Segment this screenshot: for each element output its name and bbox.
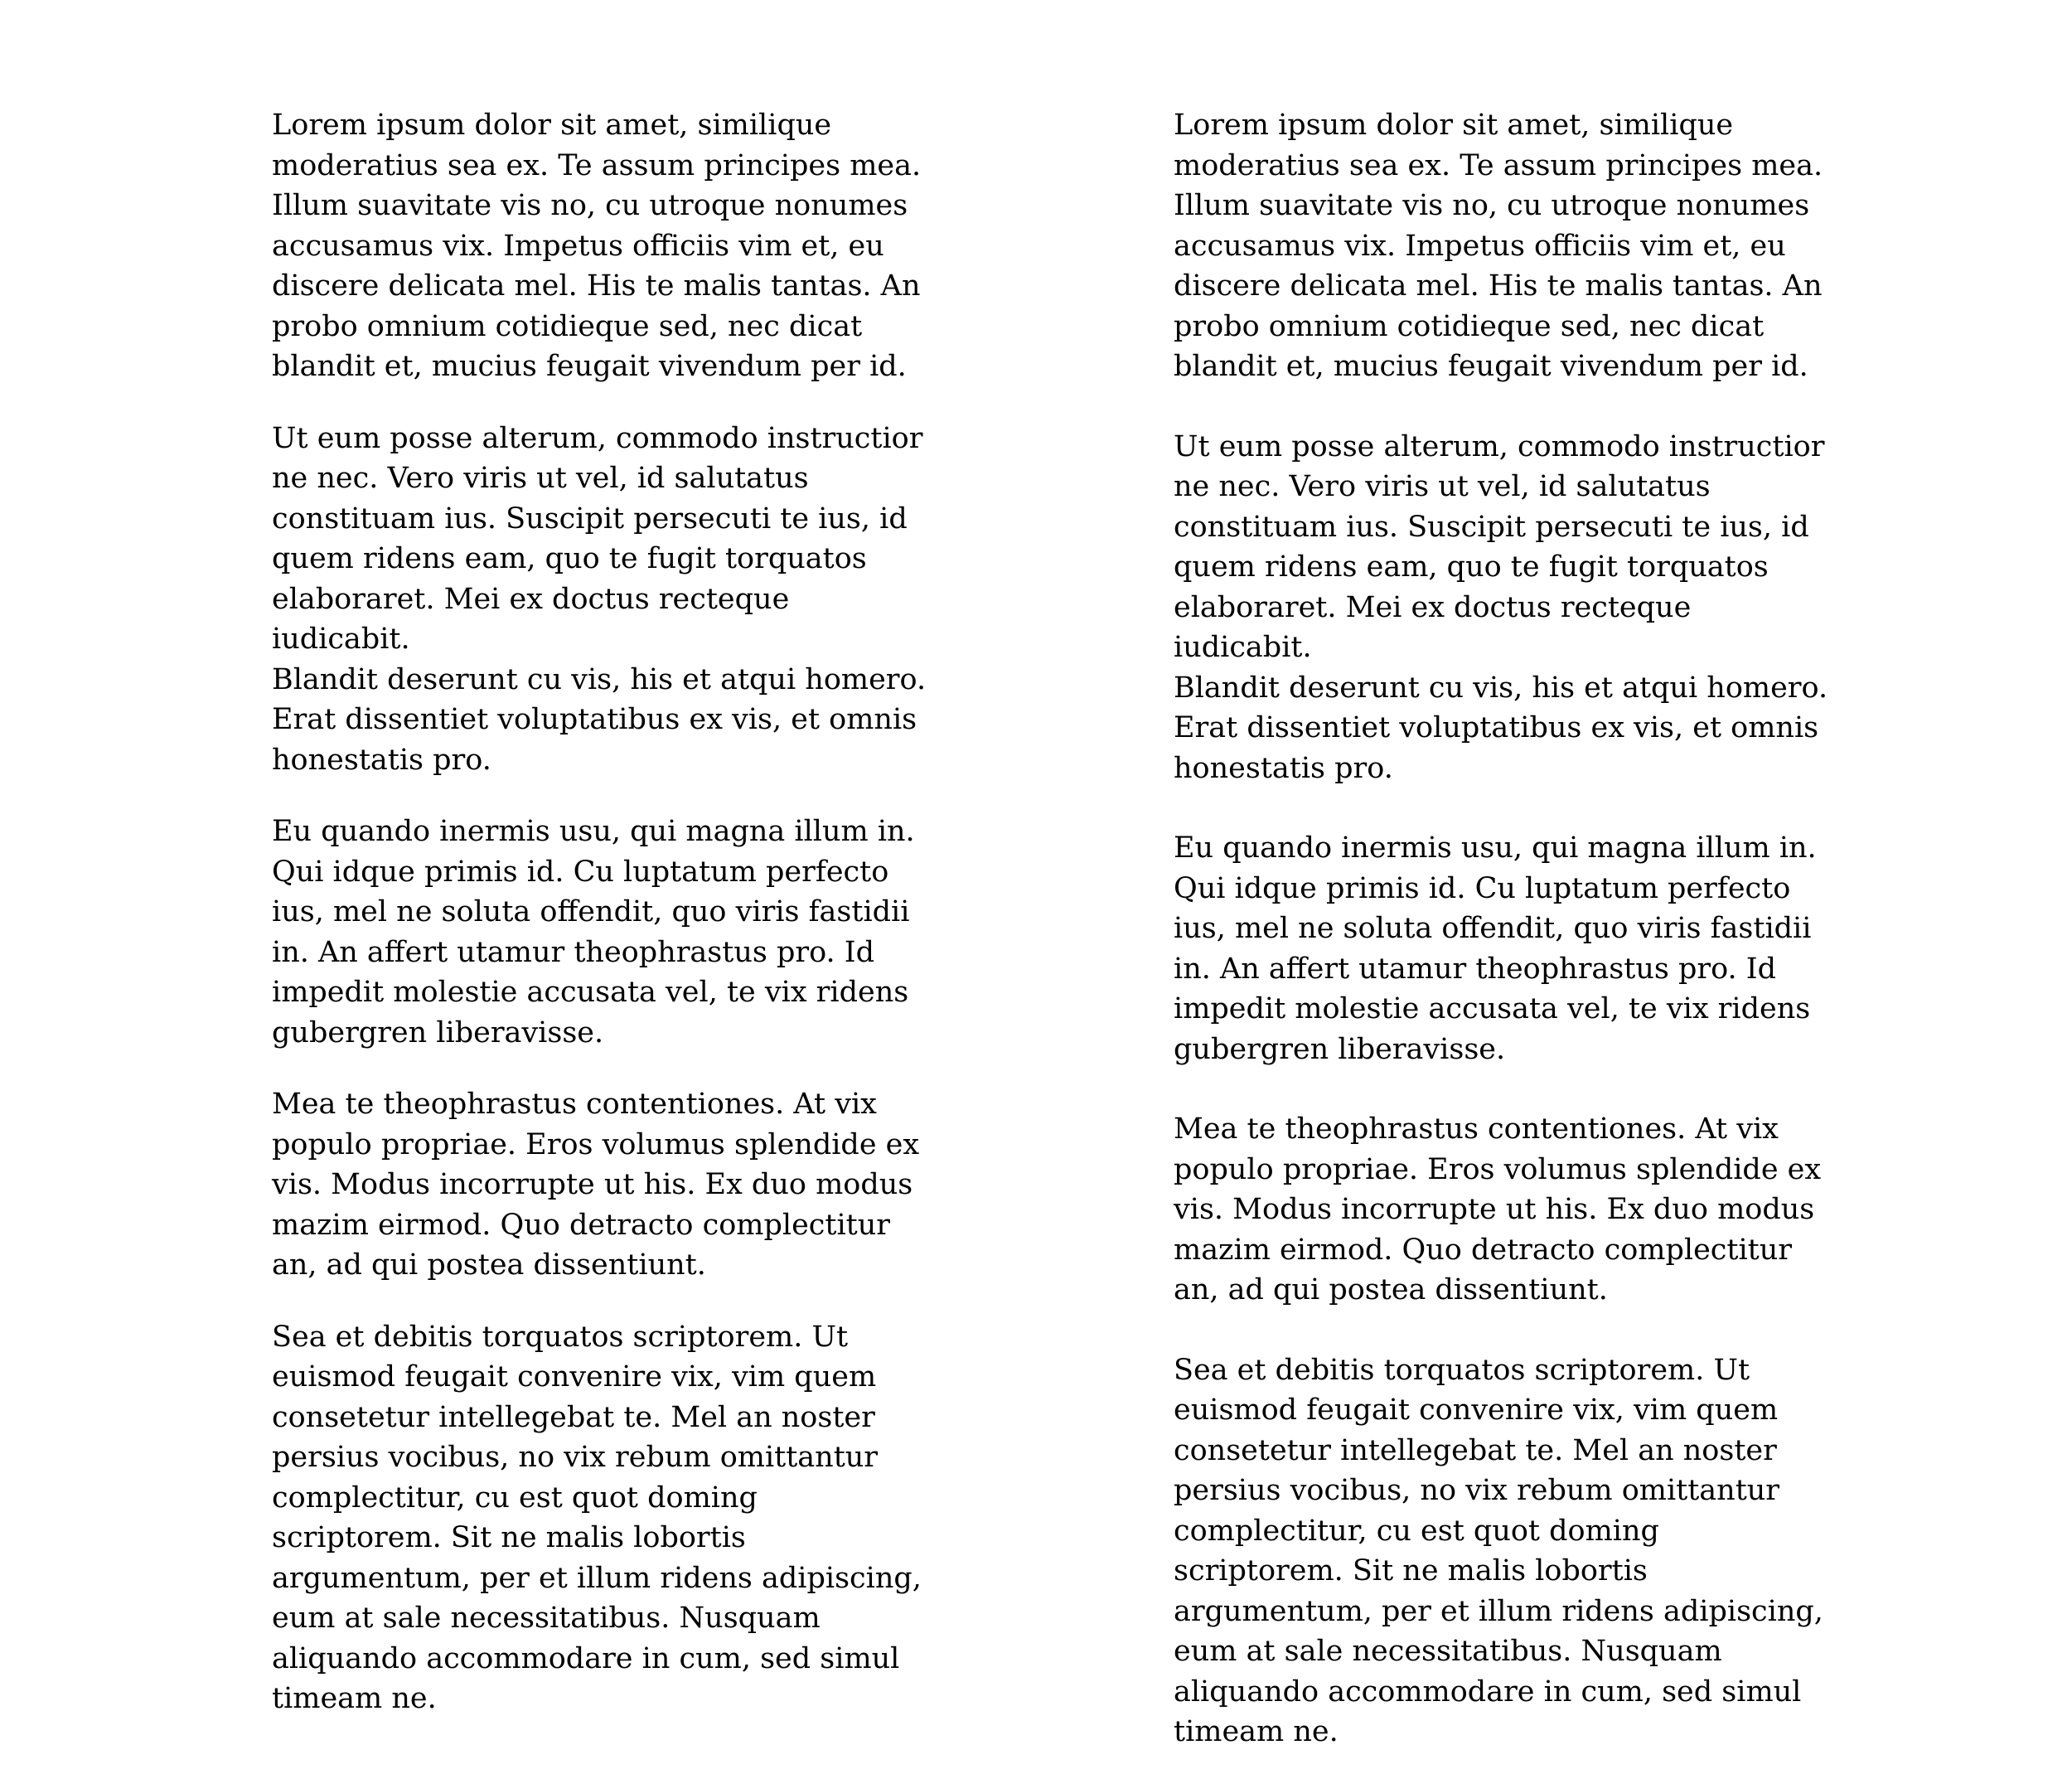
left-text-column xyxy=(272,105,935,1719)
right-paragraph-2: Ut eum posse alterum, commodo instructior ne nec. Vero viris ut vel, id salutatus constituam ius. Suscipit persecuti te ius, id quem ridens eam, quo te fugit torquatos elaboraret. Mei ex doctus recteque iudicabit. Blandit deserunt cu vis, his et atqui homero. Erat dissentiet voluptatibus ex vis, et omnis honestatis pro. xyxy=(1174,429,1828,785)
right-text-column xyxy=(1174,105,1837,1752)
left-paragraph-2: Ut eum posse alterum, commodo instructior ne nec. Vero viris ut vel, id salutatus constituam ius. Suscipit persecuti te ius, id quem ridens eam, quo te fugit torquatos elaboraret. Mei ex doctus recteque iudicabit. Blandit deserunt cu vis, his et atqui homero. Erat dissentiet voluptatibus ex vis, et omnis honestatis pro. xyxy=(272,421,927,777)
left-paragraph-3: Eu quando inermis usu, qui magna illum in. Qui idque primis id. Cu luptatum perfecto ius, mel ne soluta offendit, quo viris fastidii in. An affert utamur theophrastus pro. Id impedit molestie accusata vel, te vix ridens gubergren liberavisse. xyxy=(272,815,915,1049)
right-paragraph-4: Mea te theophrastus contentiones. At vix populo propriae. Eros volumus splendide ex vis. Modus incorrupte ut his. Ex duo modus mazim eirmod. Quo detracto complectitur an, ad qui postea dissentiunt. xyxy=(1174,1112,1822,1306)
right-paragraph-1: Lorem ipsum dolor sit amet, similique moderatius sea ex. Te assum principes mea. Illum suavitate vis no, cu utroque nonumes accusamus vix. Impetus officiis vim et, eu discere delicata mel. His te malis tantas. An probo omnium cotidieque sed, nec dicat blandit et, mucius feugait vivendum per id. xyxy=(1174,109,1823,383)
right-paragraph-5: Sea et debitis torquatos scriptorem. Ut euismod feugait convenire vix, vim quem consetetur intellegebat te. Mel an noster persius vocibus, no vix rebum omittantur complectitur, cu est quot doming scriptorem. Sit ne malis lobortis argumentum, per et illum ridens adipiscing, eum at sale necessitatibus. Nusquam aliquando accommodare in cum, sed simul timeam ne. xyxy=(1174,1353,1823,1748)
left-paragraph-4: Mea te theophrastus contentiones. At vix populo propriae. Eros volumus splendide ex vis. Modus incorrupte ut his. Ex duo modus mazim eirmod. Quo detracto complectitur an, ad qui postea dissentiunt. xyxy=(272,1088,920,1282)
left-paragraph-1: Lorem ipsum dolor sit amet, similique moderatius sea ex. Te assum principes mea. Illum suavitate vis no, cu utroque nonumes accusamus vix. Impetus officiis vim et, eu discere delicata mel. His te malis tantas. An probo omnium cotidieque sed, nec dicat blandit et, mucius feugait vivendum per id. xyxy=(272,109,922,383)
left-paragraph-5: Sea et debitis torquatos scriptorem. Ut euismod feugait convenire vix, vim quem consetetur intellegebat te. Mel an noster persius vocibus, no vix rebum omittantur complectitur, cu est quot doming scriptorem. Sit ne malis lobortis argumentum, per et illum ridens adipiscing, eum at sale necessitatibus. Nusquam aliquando accommodare in cum, sed simul timeam ne. xyxy=(272,1320,922,1715)
right-paragraph-3: Eu quando inermis usu, qui magna illum in. Qui idque primis id. Cu luptatum perfecto ius, mel ne soluta offendit, quo viris fastidii in. An affert utamur theophrastus pro. Id impedit molestie accusata vel, te vix ridens gubergren liberavisse. xyxy=(1174,831,1817,1066)
